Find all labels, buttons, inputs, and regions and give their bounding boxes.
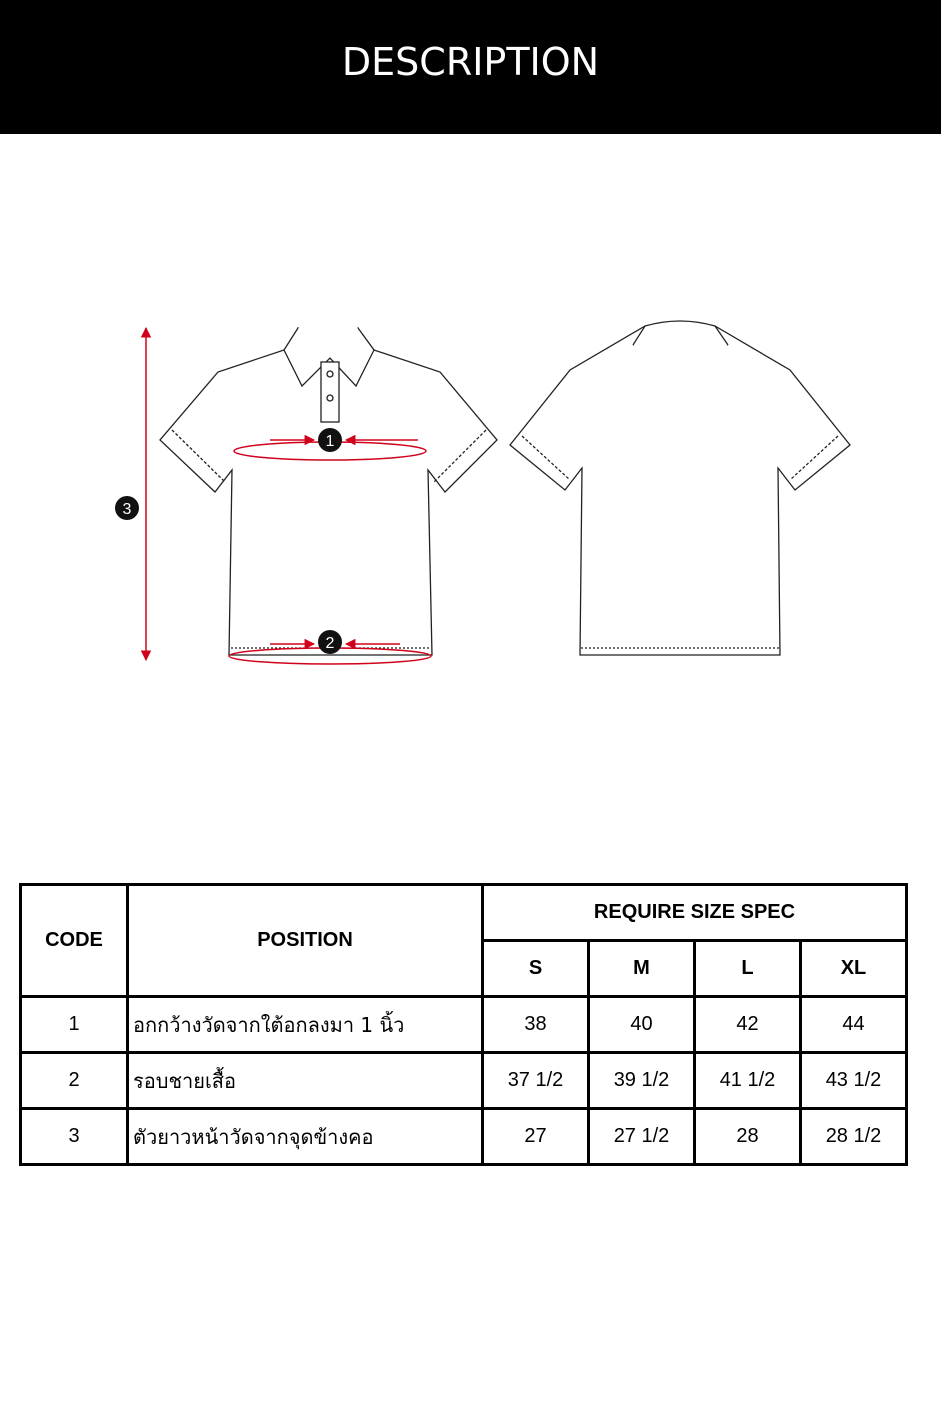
- table-row: [21, 997, 907, 1053]
- marker-2: 2: [325, 635, 335, 652]
- row-position: ตัวยาวหน้าวัดจากจุดข้างคอ: [128, 1109, 483, 1165]
- code-header: CODE: [21, 885, 128, 997]
- row-value: 38: [483, 997, 589, 1053]
- marker-1: 1: [325, 433, 335, 450]
- row-code: 3: [21, 1109, 128, 1165]
- row-value: 28 1/2: [801, 1109, 907, 1165]
- row-value: 39 1/2: [589, 1053, 695, 1109]
- size-xl-header: XL: [801, 941, 907, 997]
- row-value: 40: [589, 997, 695, 1053]
- row-value: 43 1/2: [801, 1053, 907, 1109]
- row-value: 41 1/2: [695, 1053, 801, 1109]
- length-measurement: [115, 328, 146, 660]
- row-position: รอบชายเสื้อ: [128, 1053, 483, 1109]
- position-header: POSITION: [128, 885, 483, 997]
- row-value: 27: [483, 1109, 589, 1165]
- page-title: DESCRIPTION: [341, 40, 600, 84]
- size-m-header: M: [589, 941, 695, 997]
- back-shirt-icon: [510, 321, 850, 655]
- row-value: 37 1/2: [483, 1053, 589, 1109]
- size-s-header: S: [483, 941, 589, 997]
- row-value: 44: [801, 997, 907, 1053]
- row-value: 27 1/2: [589, 1109, 695, 1165]
- spec-header: REQUIRE SIZE SPEC: [483, 885, 907, 941]
- row-code: 2: [21, 1053, 128, 1109]
- shirt-diagram: [0, 300, 941, 700]
- table-row: [21, 1109, 907, 1165]
- front-shirt-icon: [160, 328, 497, 655]
- row-position: อกกว้างวัดจากใต้อกลงมา 1 นิ้ว: [128, 997, 483, 1053]
- row-value: 28: [695, 1109, 801, 1165]
- row-value: 42: [695, 997, 801, 1053]
- table-row: [21, 1053, 907, 1109]
- row-code: 1: [21, 997, 128, 1053]
- marker-3: 3: [122, 501, 132, 518]
- size-spec-table: [19, 883, 908, 1166]
- header-bar: [0, 0, 941, 134]
- size-l-header: L: [695, 941, 801, 997]
